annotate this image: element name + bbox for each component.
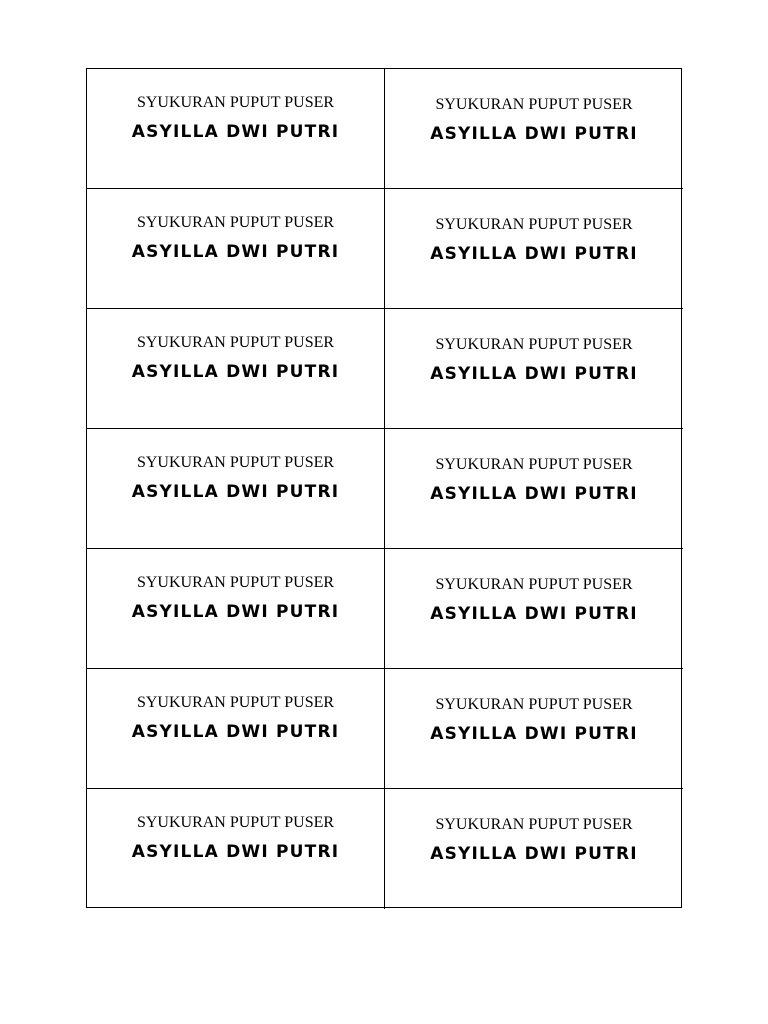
label-title: SYUKURAN PUPUT PUSER [136, 94, 335, 111]
label-title: SYUKURAN PUPUT PUSER [136, 214, 335, 231]
label-name: ASYILLA DWI PUTRI [430, 724, 638, 744]
label-card [87, 189, 385, 309]
label-card [87, 549, 385, 669]
label-card [385, 69, 683, 189]
label-name: ASYILLA DWI PUTRI [430, 844, 638, 864]
label-name: ASYILLA DWI PUTRI [430, 124, 638, 144]
label-card [385, 789, 683, 909]
label-title: SYUKURAN PUPUT PUSER [435, 456, 633, 473]
label-title: SYUKURAN PUPUT PUSER [435, 816, 633, 833]
label-title: SYUKURAN PUPUT PUSER [136, 574, 335, 591]
label-name: ASYILLA DWI PUTRI [131, 242, 340, 262]
label-card [385, 189, 683, 309]
label-title: SYUKURAN PUPUT PUSER [136, 694, 335, 711]
label-name: ASYILLA DWI PUTRI [430, 484, 638, 504]
label-name: ASYILLA DWI PUTRI [131, 482, 340, 502]
label-title: SYUKURAN PUPUT PUSER [435, 216, 633, 233]
label-name: ASYILLA DWI PUTRI [131, 602, 340, 622]
label-name: ASYILLA DWI PUTRI [131, 122, 340, 142]
label-name: ASYILLA DWI PUTRI [131, 842, 340, 862]
label-title: SYUKURAN PUPUT PUSER [435, 96, 633, 113]
label-card [87, 429, 385, 549]
label-title: SYUKURAN PUPUT PUSER [136, 334, 335, 351]
label-name: ASYILLA DWI PUTRI [131, 362, 340, 382]
label-card [87, 69, 385, 189]
label-card [87, 309, 385, 429]
label-name: ASYILLA DWI PUTRI [131, 722, 340, 742]
label-card [385, 429, 683, 549]
label-card [385, 549, 683, 669]
label-card [385, 309, 683, 429]
label-name: ASYILLA DWI PUTRI [430, 604, 638, 624]
label-title: SYUKURAN PUPUT PUSER [435, 576, 633, 593]
label-title: SYUKURAN PUPUT PUSER [435, 696, 633, 713]
label-card [87, 669, 385, 789]
label-name: ASYILLA DWI PUTRI [430, 364, 638, 384]
label-title: SYUKURAN PUPUT PUSER [136, 454, 335, 471]
label-card [87, 789, 385, 909]
label-card [385, 669, 683, 789]
label-title: SYUKURAN PUPUT PUSER [136, 814, 335, 831]
label-name: ASYILLA DWI PUTRI [430, 244, 638, 264]
label-sheet [86, 68, 682, 908]
label-title: SYUKURAN PUPUT PUSER [435, 336, 633, 353]
